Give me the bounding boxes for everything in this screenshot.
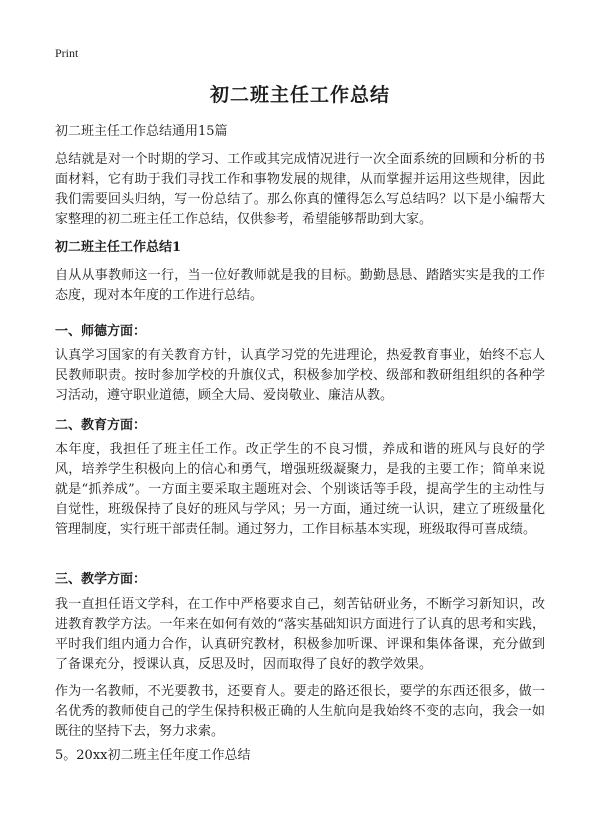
document-title: 初二班主任工作总结	[209, 84, 390, 106]
section-1-paragraph: 自从从事教师这一行，当一位好教师就是我的目标。勤勤恳恳、踏踏实实是我的工作态度，现对本年度的工作进行总结。	[55, 268, 545, 303]
ethics-paragraph: 认真学习国家的有关教育方针，认真学习党的先进理论，热爱教育事业，始终不忘人民教师职责。按时参加学校的升旗仪式，积极参加学校、级部和教研组组织的各种学习活动，遵守职业道德，顾全大局、爱岗敬业、廉洁从教。	[55, 348, 545, 403]
print-link[interactable]: Print	[55, 46, 79, 60]
section-1-heading: 初二班主任工作总结1	[55, 240, 182, 255]
education-paragraph: 本年度，我担任了班主任工作。改正学生的不良习惯，养成和谐的班风与良好的学风，培养学生积极向上的信心和勇气，增强班级凝聚力，是我的主要工作；简单来说就是“抓养成”。一方面主要采取主题班对会、个别谈话等手段，提高学生的主动性与自觉性，班级保持了良好的班风与学风；另一方面，通过统一认识，建立了班级量化管理制度，实行班干部责任制。通过努力，工作目标基本实现，班级取得可喜成绩。	[55, 442, 545, 537]
document-subtitle: 初二班主任工作总结通用15篇	[55, 124, 228, 139]
teaching-paragraph-1: 我一直担任语文学科，在工作中严格要求自己，刻苦钻研业务，不断学习新知识，改进教育教学方法。一年来在如何有效的“落实基础知识方面进行了认真的思考和实践，平时我们组内通力合作，认真研究教材，积极参加听课、评课和集体备课，充分做到了备课充分，授课认真，反思及时，因而取得了良好的教学效果。	[55, 597, 545, 672]
teaching-heading: 三、教学方面：	[55, 572, 147, 587]
ethics-heading: 一、师德方面：	[55, 324, 147, 339]
education-heading: 二、教育方面：	[55, 418, 147, 433]
teaching-paragraph-2: 作为一名教师，不光要教书，还要育人。要走的路还很长，要学的东西还很多，做一名优秀的教师使自己的学生保持积极正确的人生航向是我始终不变的志向，我会一如既往的坚持下去，努力求索。	[55, 684, 545, 739]
next-section-line: 5。20xx初二班主任年度工作总结	[55, 748, 251, 763]
intro-paragraph: 总结就是对一个时期的学习、工作或其完成情况进行一次全面系统的回顾和分析的书面材料，它有助于我们寻找工作和事物发展的规律，从而掌握并运用这些规律，因此我们需要回头归纳，写一份总结了。那么你真的懂得怎么写总结吗？以下是小编帮大家整理的初二班主任工作总结，仅供参考，希望能够帮助到大家。	[55, 152, 545, 227]
